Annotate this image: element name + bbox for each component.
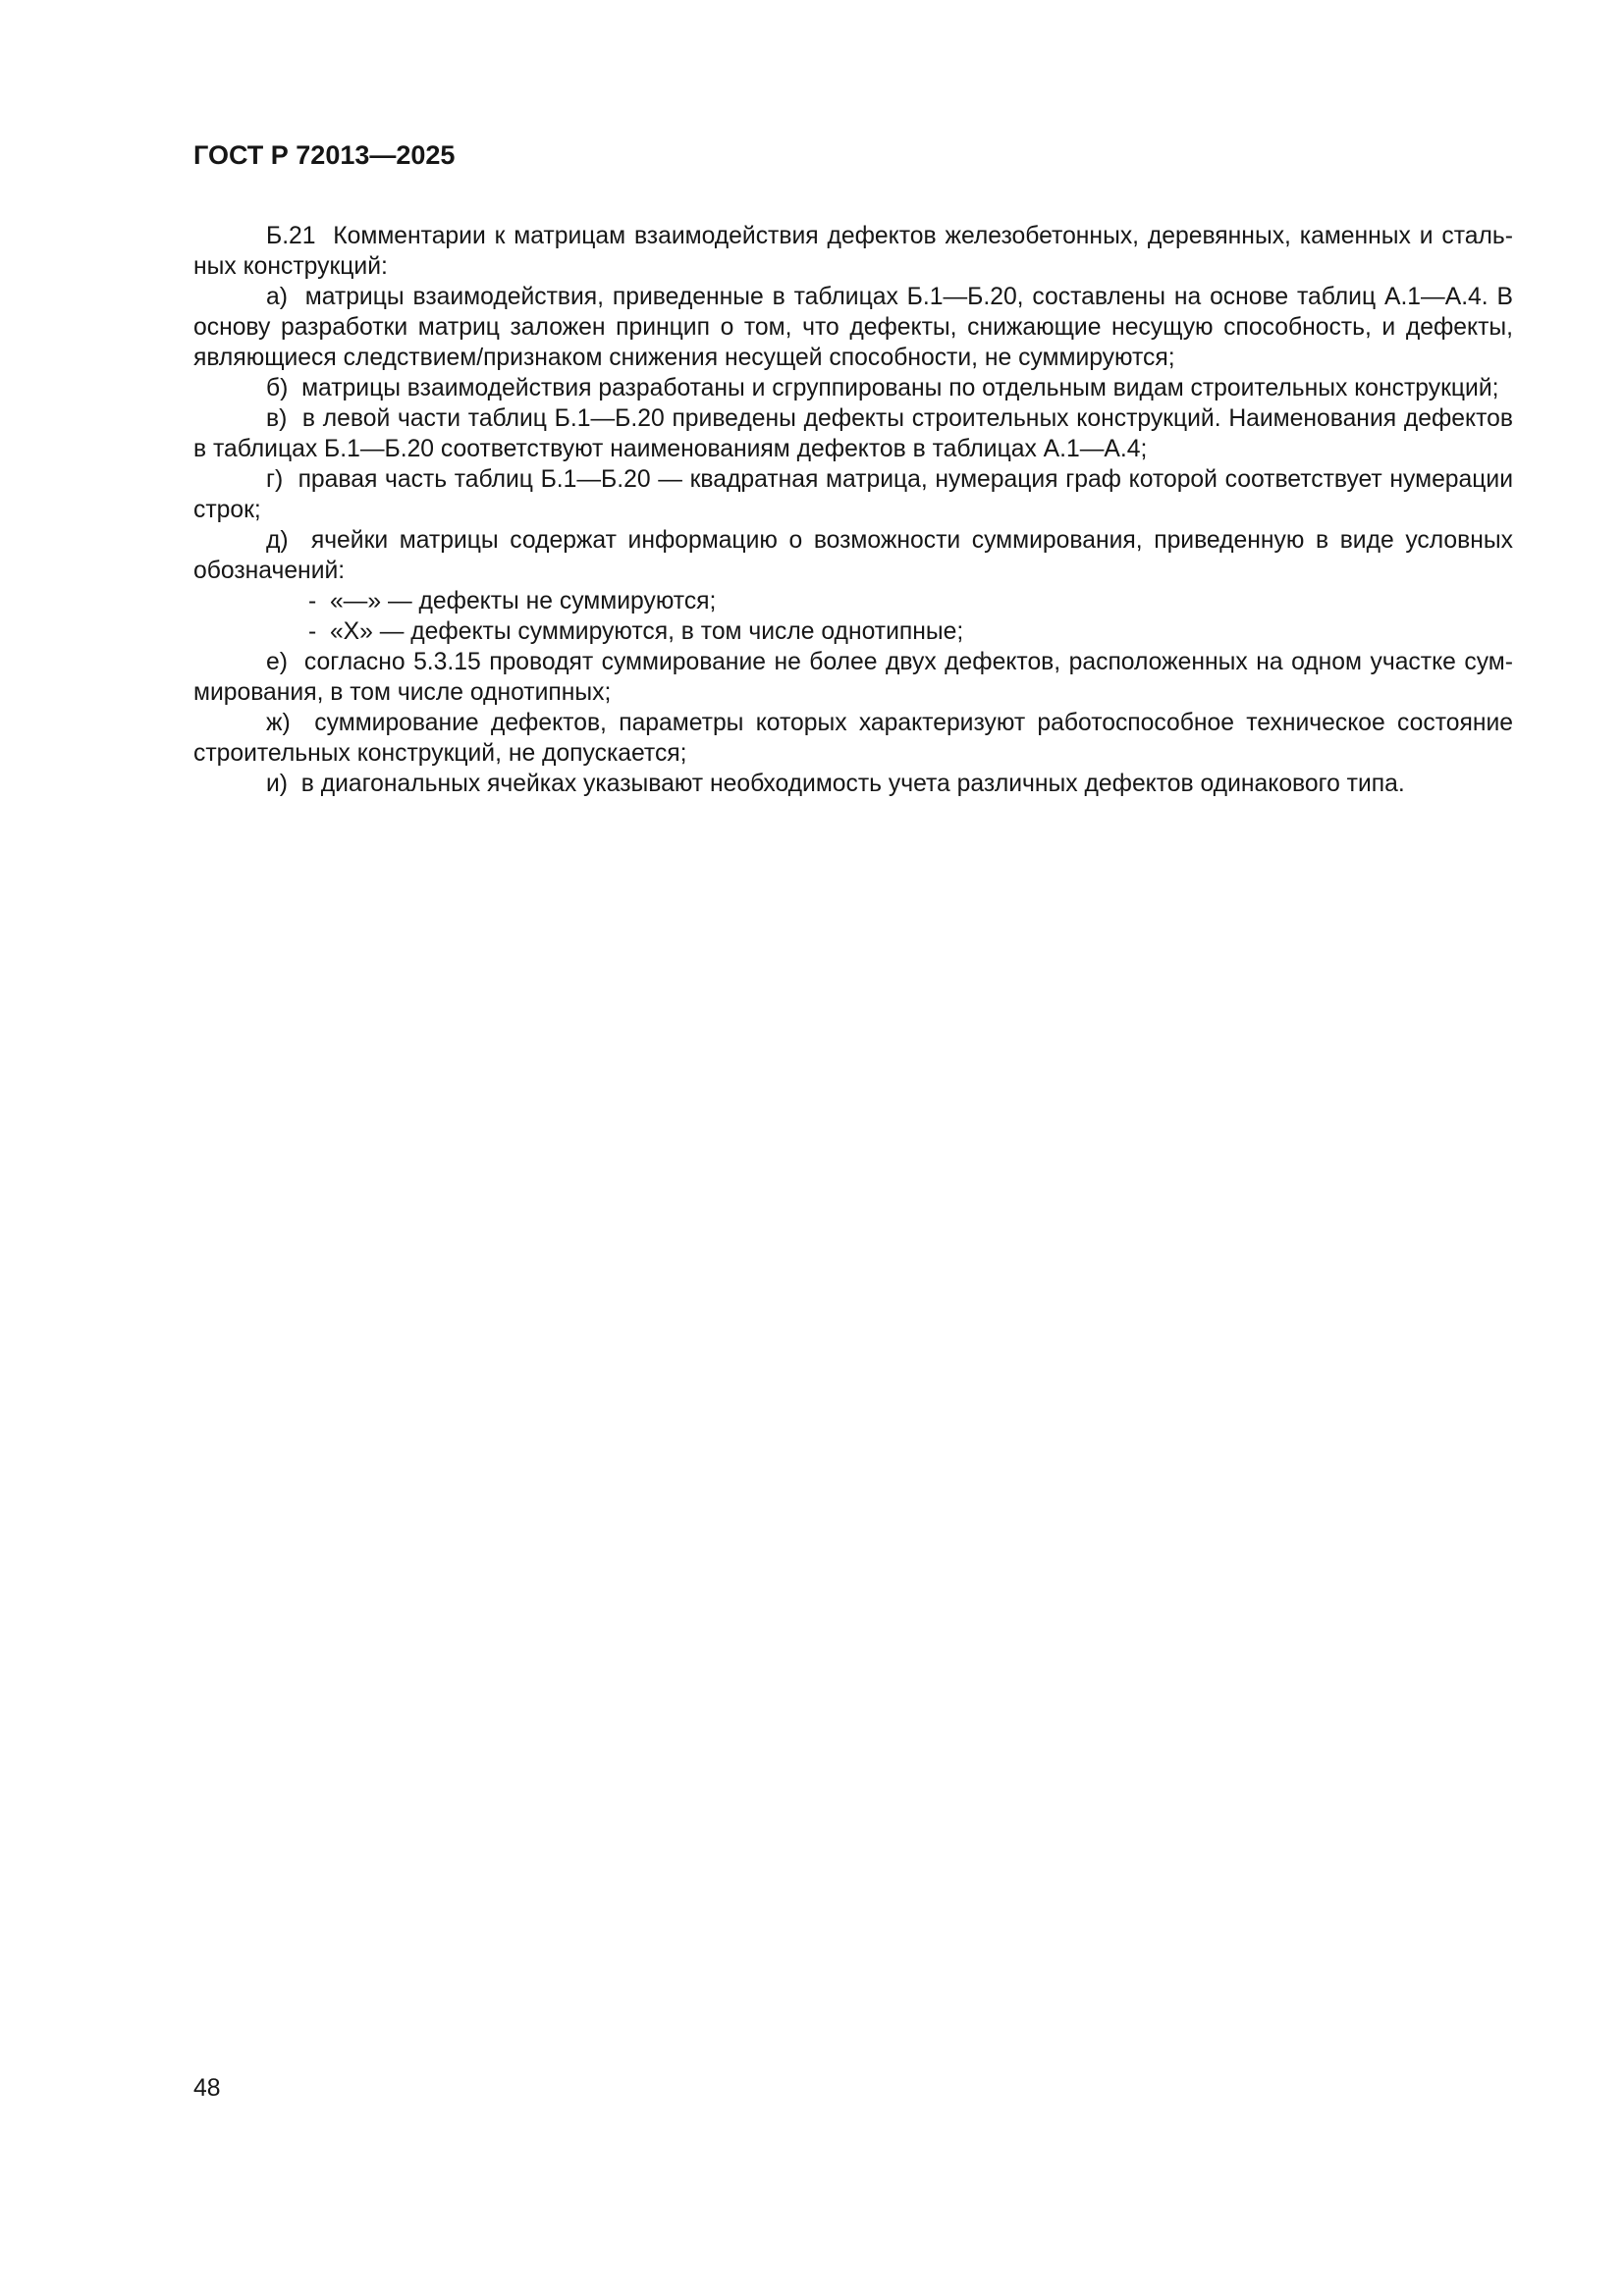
document-body: [193, 221, 1513, 799]
bullet-item-dash-symbol: - «—» — дефекты не суммируются;: [308, 588, 717, 614]
list-item-i: и) в диагональных ячейках указывают необходимость учета различных дефектов одинакового типа.: [266, 771, 1405, 797]
list-item-d: д) ячейки матрицы содержат информацию о возможности суммирования, приведенную в виде условных обозначений:: [193, 527, 1513, 584]
bullet-item-x-symbol: - «Х» — дефекты суммируются, в том числе однотипные;: [308, 618, 964, 645]
page-number: 48: [193, 2075, 221, 2102]
list-item-e: е) согласно 5.3.15 проводят суммирование не более двух дефектов, расположенных на одном участке суммирования, в том числе однотипных;: [193, 649, 1513, 706]
document-header-title: ГОСТ Р 72013—2025: [193, 140, 456, 170]
list-item-zh: ж) суммирование дефектов, параметры которых характеризуют работоспособное техническое состояние строительных конструкций, не допускается;: [193, 710, 1513, 767]
list-item-g: г) правая часть таблиц Б.1—Б.20 — квадратная матрица, нумерация граф которой соответствует нумерации строк;: [193, 466, 1513, 523]
list-item-v: в) в левой части таблиц Б.1—Б.20 приведены дефекты строительных конструкций. Наименования дефектов в таблицах Б.1—Б.20 соответствуют наименованиям дефектов в таблицах А.1—А.4;: [193, 405, 1513, 462]
list-item-a: а) матрицы взаимодействия, приведенные в таблицах Б.1—Б.20, составлены на основе таблиц А.1—А.4. В основу разработки матриц заложен принцип о том, что дефекты, снижающие несущую способность, и дефекты, являющиеся следствием/признаком снижения несущей способности, не суммируются;: [193, 284, 1513, 371]
paragraph-b21: Б.21 Комментарии к матрицам взаимодействия дефектов железобетонных, деревянных, каменных и стальных конструкций:: [193, 223, 1513, 280]
list-item-b: б) матрицы взаимодействия разработаны и сгруппированы по отдельным видам строительных конструкций;: [266, 375, 1499, 401]
